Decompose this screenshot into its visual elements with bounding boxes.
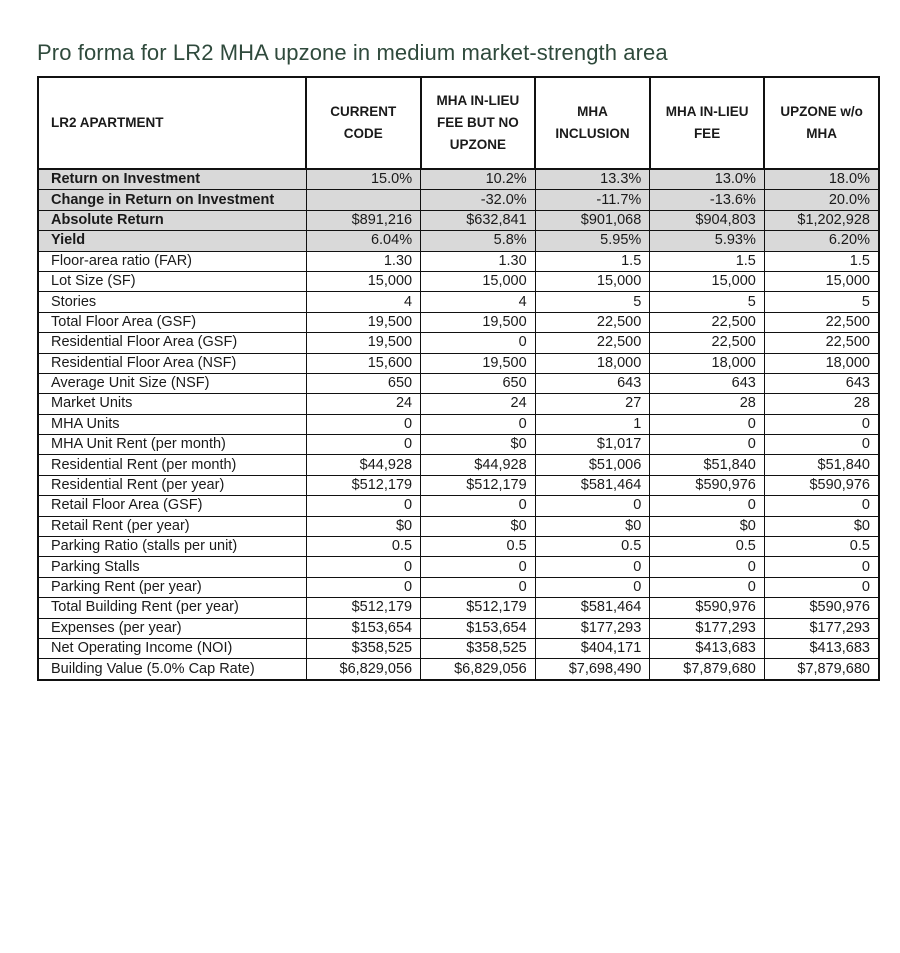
row-label: MHA Unit Rent (per month) bbox=[38, 435, 306, 455]
table-cell: 0.5 bbox=[421, 537, 536, 557]
column-header-line: MHA bbox=[577, 104, 608, 119]
table-cell: -32.0% bbox=[421, 190, 536, 210]
table-cell: 28 bbox=[764, 394, 879, 414]
table-cell bbox=[306, 190, 421, 210]
column-header-line: CODE bbox=[343, 126, 383, 141]
row-label: Residential Floor Area (NSF) bbox=[38, 353, 306, 373]
row-label: Return on Investment bbox=[38, 169, 306, 190]
column-header-mha-inclusion bbox=[535, 77, 650, 169]
column-header-line: UPZONE w/o bbox=[780, 104, 863, 119]
column-header-line: CURRENT bbox=[330, 104, 397, 119]
table-cell: $0 bbox=[764, 516, 879, 536]
table-cell: 22,500 bbox=[650, 333, 765, 353]
table-cell: 10.2% bbox=[421, 169, 536, 190]
table-cell: $512,179 bbox=[306, 475, 421, 495]
table-cell: 0 bbox=[421, 557, 536, 577]
table-cell: 0.5 bbox=[535, 537, 650, 557]
table-cell: $7,879,680 bbox=[764, 659, 879, 680]
table-row bbox=[38, 394, 879, 414]
table-cell: -13.6% bbox=[650, 190, 765, 210]
table-row bbox=[38, 475, 879, 495]
table-cell: 18,000 bbox=[764, 353, 879, 373]
table-cell: 20.0% bbox=[764, 190, 879, 210]
table-cell: 19,500 bbox=[306, 333, 421, 353]
table-cell: $51,840 bbox=[650, 455, 765, 475]
table-cell: $7,698,490 bbox=[535, 659, 650, 680]
table-cell: 19,500 bbox=[306, 312, 421, 332]
table-cell: 1 bbox=[535, 414, 650, 434]
row-label: Stories bbox=[38, 292, 306, 312]
table-cell: 15,000 bbox=[650, 271, 765, 291]
table-row bbox=[38, 516, 879, 536]
table-row bbox=[38, 618, 879, 638]
table-cell: 13.0% bbox=[650, 169, 765, 190]
table-cell: 0 bbox=[764, 496, 879, 516]
table-cell: 19,500 bbox=[421, 312, 536, 332]
row-label: Total Floor Area (GSF) bbox=[38, 312, 306, 332]
table-body bbox=[38, 169, 879, 680]
table-cell: 0 bbox=[650, 557, 765, 577]
table-cell: $153,654 bbox=[421, 618, 536, 638]
row-label: Residential Rent (per month) bbox=[38, 455, 306, 475]
table-cell: 0 bbox=[764, 577, 879, 597]
table-cell: 0 bbox=[650, 496, 765, 516]
page-title: Pro forma for LR2 MHA upzone in medium market-strength area bbox=[37, 40, 668, 65]
table-cell: $0 bbox=[535, 516, 650, 536]
table-cell: $177,293 bbox=[535, 618, 650, 638]
table-cell: 0 bbox=[535, 577, 650, 597]
header-label: LR2 APARTMENT bbox=[38, 77, 306, 169]
table-row bbox=[38, 577, 879, 597]
table-cell: $891,216 bbox=[306, 210, 421, 230]
column-header-line: MHA IN-LIEU bbox=[665, 104, 749, 119]
table-cell: 0 bbox=[650, 435, 765, 455]
table-cell: $51,006 bbox=[535, 455, 650, 475]
table-cell: 0 bbox=[764, 414, 879, 434]
table-cell: 0.5 bbox=[764, 537, 879, 557]
row-label: MHA Units bbox=[38, 414, 306, 434]
table-cell: $7,879,680 bbox=[650, 659, 765, 680]
table-cell: 15.0% bbox=[306, 169, 421, 190]
row-label: Average Unit Size (NSF) bbox=[38, 373, 306, 393]
table-cell: $1,017 bbox=[535, 435, 650, 455]
table-cell: 24 bbox=[421, 394, 536, 414]
column-header-line: FEE BUT NO bbox=[437, 115, 519, 130]
table-cell: 6.04% bbox=[306, 231, 421, 251]
table-cell: 15,000 bbox=[535, 271, 650, 291]
column-header-mha-in-lieu-no-upzone bbox=[421, 77, 536, 169]
table-cell: 13.3% bbox=[535, 169, 650, 190]
column-header-line: MHA IN-LIEU bbox=[436, 93, 520, 108]
table-cell: $413,683 bbox=[764, 638, 879, 658]
table-row bbox=[38, 271, 879, 291]
table-cell: $413,683 bbox=[650, 638, 765, 658]
table-cell: 0 bbox=[421, 414, 536, 434]
table-cell: 4 bbox=[306, 292, 421, 312]
table-row bbox=[38, 251, 879, 271]
table-cell: $512,179 bbox=[421, 475, 536, 495]
table-cell: 18,000 bbox=[535, 353, 650, 373]
table-cell: $0 bbox=[306, 516, 421, 536]
row-label: Yield bbox=[38, 231, 306, 251]
table-cell: 0 bbox=[535, 557, 650, 577]
table-cell: $904,803 bbox=[650, 210, 765, 230]
table-cell: 650 bbox=[306, 373, 421, 393]
table-cell: 27 bbox=[535, 394, 650, 414]
table-row bbox=[38, 210, 879, 230]
row-label: Market Units bbox=[38, 394, 306, 414]
table-cell: $404,171 bbox=[535, 638, 650, 658]
row-label: Floor-area ratio (FAR) bbox=[38, 251, 306, 271]
table-row bbox=[38, 598, 879, 618]
table-cell: $0 bbox=[421, 435, 536, 455]
table-cell: 5.95% bbox=[535, 231, 650, 251]
table-cell: 0 bbox=[306, 496, 421, 516]
table-row bbox=[38, 190, 879, 210]
table-row bbox=[38, 638, 879, 658]
table-cell: $6,829,056 bbox=[421, 659, 536, 680]
row-label: Expenses (per year) bbox=[38, 618, 306, 638]
row-label: Total Building Rent (per year) bbox=[38, 598, 306, 618]
row-label: Retail Floor Area (GSF) bbox=[38, 496, 306, 516]
table-cell: $581,464 bbox=[535, 475, 650, 495]
table-cell: 0 bbox=[535, 496, 650, 516]
table-row bbox=[38, 455, 879, 475]
row-label: Parking Stalls bbox=[38, 557, 306, 577]
table-row bbox=[38, 353, 879, 373]
column-header-line: UPZONE bbox=[449, 137, 507, 152]
table-cell: 0 bbox=[764, 435, 879, 455]
table-cell: 15,600 bbox=[306, 353, 421, 373]
row-label: Parking Ratio (stalls per unit) bbox=[38, 537, 306, 557]
table-cell: $632,841 bbox=[421, 210, 536, 230]
row-label: Residential Rent (per year) bbox=[38, 475, 306, 495]
table-row bbox=[38, 659, 879, 680]
table-cell: 1.5 bbox=[535, 251, 650, 271]
table-cell: 22,500 bbox=[535, 333, 650, 353]
table-cell: $6,829,056 bbox=[306, 659, 421, 680]
table-cell: 0 bbox=[650, 577, 765, 597]
row-label: Net Operating Income (NOI) bbox=[38, 638, 306, 658]
table-cell: 0 bbox=[421, 577, 536, 597]
table-cell: $44,928 bbox=[306, 455, 421, 475]
table-cell: 0 bbox=[306, 557, 421, 577]
table-cell: 1.5 bbox=[764, 251, 879, 271]
table-cell: 0 bbox=[306, 414, 421, 434]
table-cell: 6.20% bbox=[764, 231, 879, 251]
table-cell: 15,000 bbox=[421, 271, 536, 291]
table-cell: 0.5 bbox=[650, 537, 765, 557]
table-cell: $581,464 bbox=[535, 598, 650, 618]
table-cell: $0 bbox=[650, 516, 765, 536]
table-cell: 22,500 bbox=[764, 312, 879, 332]
table-cell: 1.30 bbox=[306, 251, 421, 271]
column-header-current-code bbox=[306, 77, 421, 169]
table-cell: 0 bbox=[306, 435, 421, 455]
table-row bbox=[38, 373, 879, 393]
row-label: Lot Size (SF) bbox=[38, 271, 306, 291]
table-cell: 5 bbox=[764, 292, 879, 312]
table-row bbox=[38, 414, 879, 434]
table-cell: $512,179 bbox=[421, 598, 536, 618]
table-cell: 1.5 bbox=[650, 251, 765, 271]
table-row bbox=[38, 292, 879, 312]
table-cell: 15,000 bbox=[764, 271, 879, 291]
table-cell: 0.5 bbox=[306, 537, 421, 557]
row-label: Building Value (5.0% Cap Rate) bbox=[38, 659, 306, 680]
table-cell: $153,654 bbox=[306, 618, 421, 638]
table-cell: 0 bbox=[306, 577, 421, 597]
table-cell: 22,500 bbox=[650, 312, 765, 332]
table-row bbox=[38, 231, 879, 251]
table-row bbox=[38, 333, 879, 353]
table-cell: $1,202,928 bbox=[764, 210, 879, 230]
table-cell: 18.0% bbox=[764, 169, 879, 190]
table-cell: $590,976 bbox=[764, 475, 879, 495]
table-cell: 15,000 bbox=[306, 271, 421, 291]
table-cell: 643 bbox=[535, 373, 650, 393]
row-label: Parking Rent (per year) bbox=[38, 577, 306, 597]
table-cell: 24 bbox=[306, 394, 421, 414]
row-label: Absolute Return bbox=[38, 210, 306, 230]
column-header-line: INCLUSION bbox=[555, 126, 630, 141]
table-cell: -11.7% bbox=[535, 190, 650, 210]
table-cell: 5.8% bbox=[421, 231, 536, 251]
table-cell: 22,500 bbox=[535, 312, 650, 332]
table-cell: 28 bbox=[650, 394, 765, 414]
table-cell: $0 bbox=[421, 516, 536, 536]
table-cell: 643 bbox=[650, 373, 765, 393]
table-cell: $590,976 bbox=[764, 598, 879, 618]
table-cell: 0 bbox=[421, 496, 536, 516]
table-cell: 19,500 bbox=[421, 353, 536, 373]
table-cell: 0 bbox=[650, 414, 765, 434]
row-label: Residential Floor Area (GSF) bbox=[38, 333, 306, 353]
table-cell: 4 bbox=[421, 292, 536, 312]
table-row bbox=[38, 312, 879, 332]
table-row bbox=[38, 537, 879, 557]
header-row bbox=[38, 77, 879, 169]
pro-forma-table bbox=[37, 76, 880, 681]
table-cell: 0 bbox=[764, 557, 879, 577]
table-cell: 22,500 bbox=[764, 333, 879, 353]
table-row bbox=[38, 435, 879, 455]
column-header-line: FEE bbox=[693, 126, 721, 141]
row-label: Retail Rent (per year) bbox=[38, 516, 306, 536]
table-row bbox=[38, 557, 879, 577]
table-cell: $512,179 bbox=[306, 598, 421, 618]
row-label: Change in Return on Investment bbox=[38, 190, 306, 210]
table-header bbox=[38, 77, 879, 169]
table-cell: $590,976 bbox=[650, 598, 765, 618]
table-cell: 5 bbox=[535, 292, 650, 312]
table-cell: $590,976 bbox=[650, 475, 765, 495]
column-header-upzone-without-mha bbox=[764, 77, 879, 169]
table-cell: $358,525 bbox=[421, 638, 536, 658]
table-cell: $177,293 bbox=[650, 618, 765, 638]
table-cell: 18,000 bbox=[650, 353, 765, 373]
table-cell: $44,928 bbox=[421, 455, 536, 475]
table-cell: 0 bbox=[421, 333, 536, 353]
table-cell: $177,293 bbox=[764, 618, 879, 638]
table-cell: 650 bbox=[421, 373, 536, 393]
table-row bbox=[38, 496, 879, 516]
table-cell: 1.30 bbox=[421, 251, 536, 271]
table-cell: 643 bbox=[764, 373, 879, 393]
column-header-mha-in-lieu-fee bbox=[650, 77, 765, 169]
column-header-line: MHA bbox=[806, 126, 838, 141]
table-cell: 5.93% bbox=[650, 231, 765, 251]
table-cell: $901,068 bbox=[535, 210, 650, 230]
table-cell: 5 bbox=[650, 292, 765, 312]
table-row bbox=[38, 169, 879, 190]
table-cell: $358,525 bbox=[306, 638, 421, 658]
table-cell: $51,840 bbox=[764, 455, 879, 475]
